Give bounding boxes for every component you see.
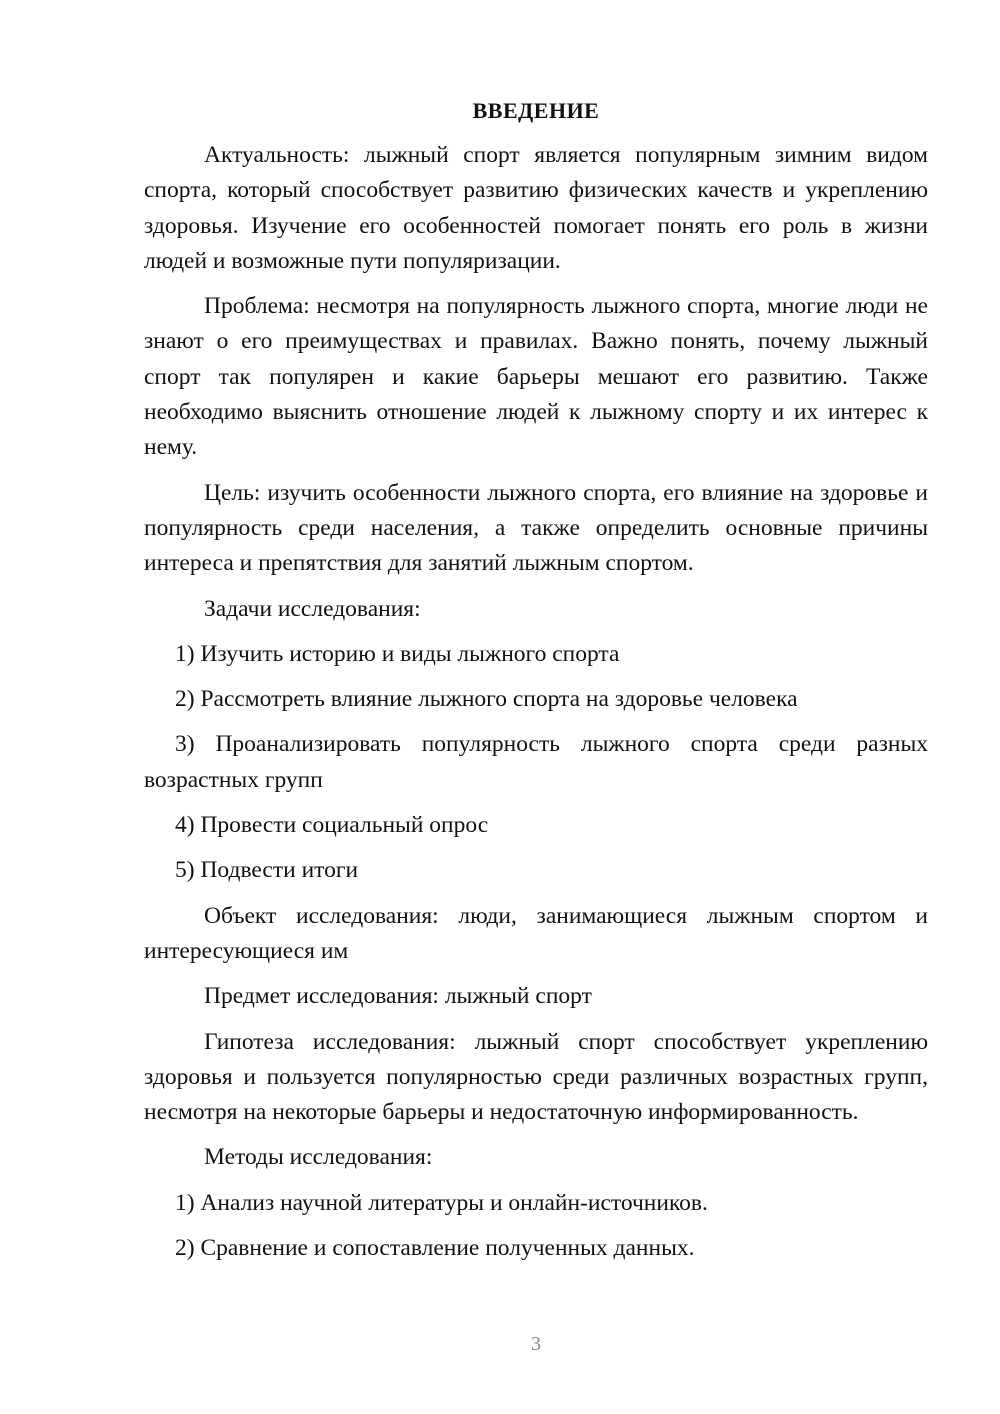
page-content	[144, 96, 928, 1276]
method-item-1: 1) Анализ научной литературы и онлайн-источников.	[175, 1189, 708, 1216]
object-paragraph: Объект исследования: люди, занимающиеся лыжным спортом и интересующиеся им	[144, 902, 928, 964]
methods-heading: Методы исследования:	[204, 1144, 433, 1171]
method-item-2: 2) Сравнение и сопоставление полученных данных.	[175, 1235, 695, 1262]
page-number: 3	[531, 1333, 541, 1355]
task-item-2: 2) Рассмотреть влияние лыжного спорта на здоровье человека	[175, 686, 798, 713]
goal-paragraph: Цель: изучить особенности лыжного спорта, его влияние на здоровье и популярность среди населения, а также определить основные причины интереса и препятствия для занятий лыжным спортом.	[144, 479, 928, 577]
relevance-paragraph: Актуальность: лыжный спорт является популярным зимним видом спорта, который способствует развитию физических качеств и укреплению здоровья. Изучение его особенностей помогает понять его роль в жизни людей и возможные пути популяризации.	[144, 142, 928, 274]
task-item-3: 3) Проанализировать популярность лыжного спорта среди разных возрастных групп	[144, 731, 928, 793]
hypothesis-paragraph: Гипотеза исследования: лыжный спорт способствует укреплению здоровья и пользуется популярностью среди различных возрастных групп, несмотря на некоторые барьеры и недостаточную информированность.	[144, 1028, 928, 1126]
task-item-4: 4) Провести социальный опрос	[175, 812, 489, 839]
subject-paragraph: Предмет исследования: лыжный спорт	[204, 983, 592, 1010]
tasks-heading: Задачи исследования:	[204, 595, 421, 622]
problem-paragraph: Проблема: несмотря на популярность лыжного спорта, многие люди не знают о его преимуществах и правилах. Важно понять, почему лыжный спорт так популярен и какие барьеры мешают его развитию. Также необходимо выяснить отношение людей к лыжному спорту и их интерес к нему.	[144, 293, 928, 461]
task-item-1: 1) Изучить историю и виды лыжного спорта	[175, 640, 620, 667]
page-title: ВВЕДЕНИЕ	[472, 98, 600, 123]
task-item-5: 5) Подвести итоги	[175, 857, 359, 884]
